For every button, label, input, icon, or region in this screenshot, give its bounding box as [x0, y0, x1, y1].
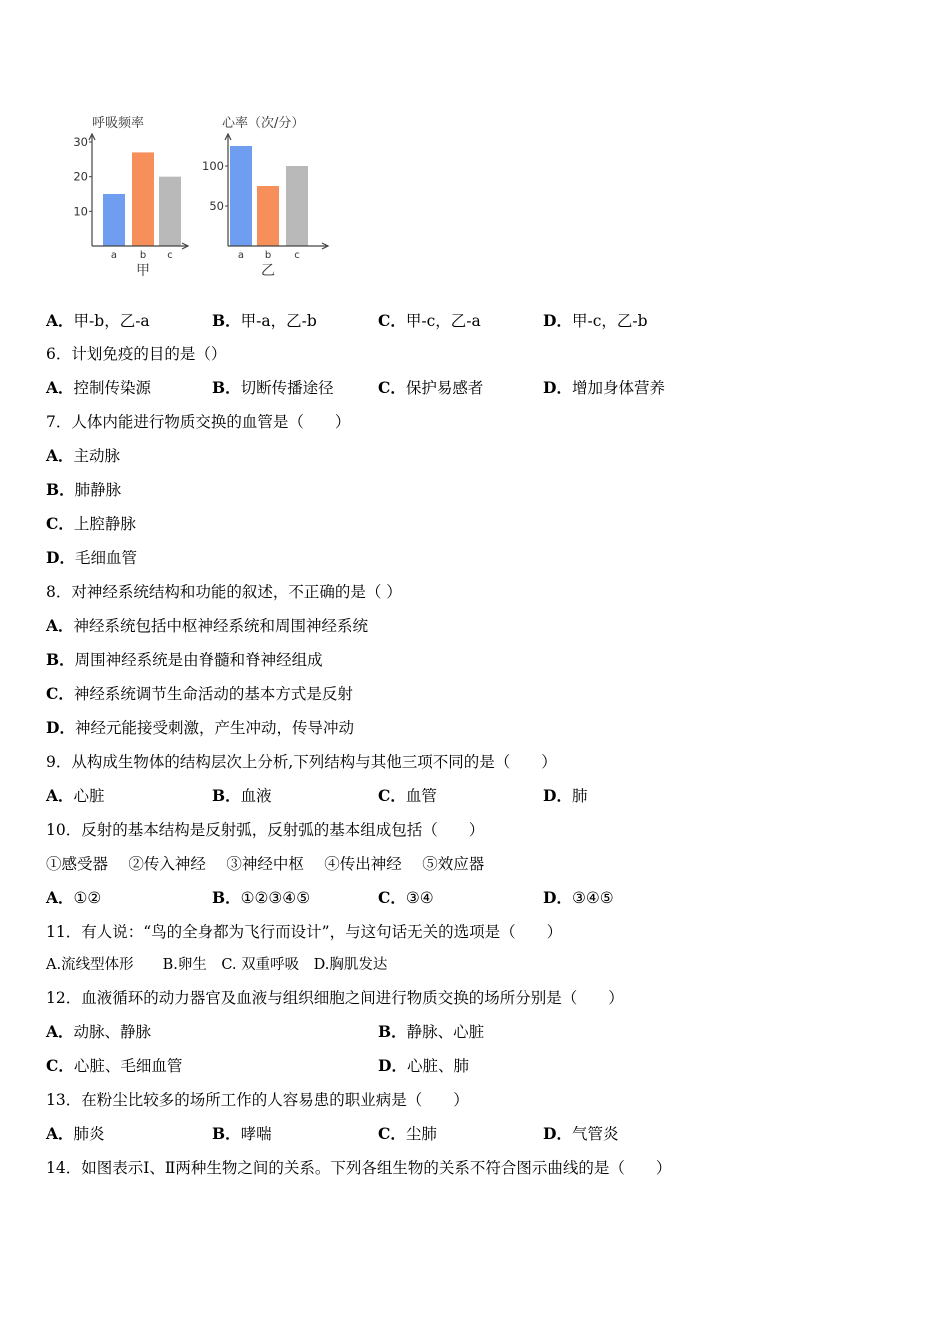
x-tick-label: c — [167, 250, 173, 261]
q8-option-b[interactable]: B．周围神经系统是由脊髓和脊神经组成 — [46, 650, 323, 669]
q10-option-d[interactable]: D．③④⑤ — [543, 888, 614, 907]
x-tick-label: b — [264, 250, 272, 261]
y-tick-label: 50 — [209, 199, 224, 213]
q12-option-a[interactable]: A．动脉、静脉 — [46, 1022, 152, 1041]
q6-option-c[interactable]: C．保护易感者 — [378, 378, 484, 397]
chart-title: 呼吸频率 — [92, 116, 145, 131]
q12-option-c[interactable]: C．心脏、毛细血管 — [46, 1056, 183, 1075]
y-tick-label: 30 — [73, 135, 88, 149]
q10-option-b[interactable]: B．①②③④⑤ — [212, 888, 311, 907]
chart-subtitle: 甲 — [136, 263, 150, 279]
q13-stem: 13．在粉尘比较多的场所工作的人容易患的职业病是（ ） — [46, 1091, 469, 1109]
q13-option-c[interactable]: C．尘肺 — [378, 1124, 437, 1143]
q7-option-d[interactable]: D．毛细血管 — [46, 548, 137, 567]
bar-charts-figure — [70, 112, 340, 282]
q10-option-a[interactable]: A．①② — [46, 888, 102, 907]
x-tick-label: c — [294, 250, 300, 261]
q6-stem: 6．计划免疫的目的是（） — [46, 345, 227, 363]
q13-option-a[interactable]: A．肺炎 — [46, 1124, 105, 1143]
q8-stem: 8．对神经系统结构和功能的叙述，不正确的是（ ） — [46, 583, 402, 601]
q9-stem: 9．从构成生物体的结构层次上分析,下列结构与其他三项不同的是（ ） — [46, 753, 557, 771]
q9-option-b[interactable]: B．血液 — [212, 786, 272, 805]
q6-option-a[interactable]: A．控制传染源 — [46, 378, 152, 397]
bar-a — [230, 146, 252, 246]
q5-option-a[interactable]: A．甲-b，乙-a — [46, 311, 150, 330]
q6-option-b[interactable]: B．切断传播途径 — [212, 378, 334, 397]
y-tick-label: 20 — [73, 169, 88, 184]
q8-option-c[interactable]: C．神经系统调节生命活动的基本方式是反射 — [46, 684, 353, 703]
y-tick-label: 10 — [73, 204, 88, 219]
x-tick-label: b — [139, 250, 147, 261]
q5-option-b[interactable]: B．甲-a，乙-b — [212, 311, 317, 330]
q10-option-c[interactable]: C．③④ — [378, 888, 434, 907]
q9-option-d[interactable]: D．肺 — [543, 786, 588, 805]
q6-option-d[interactable]: D．增加身体营养 — [543, 378, 665, 397]
q7-stem: 7．人体内能进行物质交换的血管是（ ） — [46, 413, 351, 431]
bar-c — [159, 177, 181, 246]
q12-option-d[interactable]: D．心脏、肺 — [378, 1056, 469, 1075]
q7-option-b[interactable]: B．肺静脉 — [46, 480, 122, 499]
q5-option-d[interactable]: D．甲-c，乙-b — [543, 311, 648, 330]
q5-option-c[interactable]: C．甲-c，乙-a — [378, 311, 481, 330]
q12-option-b[interactable]: B．静脉、心脏 — [378, 1022, 485, 1041]
bar-b — [132, 152, 154, 246]
q9-option-c[interactable]: C．血管 — [378, 786, 437, 805]
chart-heart-rate — [202, 115, 328, 279]
bar-a — [103, 194, 125, 246]
q13-option-b[interactable]: B．哮喘 — [212, 1124, 272, 1143]
chart-subtitle: 乙 — [261, 263, 275, 279]
chart-breathing-rate — [73, 115, 188, 279]
q7-option-a[interactable]: A．主动脉 — [46, 446, 121, 465]
x-tick-label: a — [110, 250, 118, 261]
x-tick-label: a — [237, 250, 245, 261]
q10-items: ①感受器 ②传入神经 ③神经中枢 ④传出神经 ⑤效应器 — [46, 855, 485, 873]
q10-stem: 10．反射的基本结构是反射弧，反射弧的基本组成包括（ ） — [46, 821, 485, 839]
q12-stem: 12．血液循环的动力器官及血液与组织细胞之间进行物质交换的场所分别是（ ） — [46, 989, 624, 1007]
bar-c — [286, 166, 308, 246]
q8-option-a[interactable]: A．神经系统包括中枢神经系统和周围神经系统 — [46, 616, 369, 635]
q7-option-c[interactable]: C．上腔静脉 — [46, 514, 136, 533]
y-tick-label: 100 — [202, 159, 224, 173]
q11-options[interactable]: A.流线型体形 B.卵生 C. 双重呼吸 D.胸肌发达 — [46, 957, 388, 973]
q13-option-d[interactable]: D．气管炎 — [543, 1124, 619, 1143]
bar-b — [257, 186, 279, 246]
q11-stem: 11．有人说：“鸟的全身都为飞行而设计”，与这句话无关的选项是（ ） — [46, 923, 563, 941]
q9-option-a[interactable]: A．心脏 — [46, 786, 105, 805]
chart-title: 心率（次/分） — [222, 116, 305, 131]
q14-stem: 14．如图表示Ⅰ、Ⅱ两种生物之间的关系。下列各组生物的关系不符合图示曲线的是（ ） — [46, 1159, 672, 1177]
q8-option-d[interactable]: D．神经元能接受刺激，产生冲动，传导冲动 — [46, 718, 354, 737]
